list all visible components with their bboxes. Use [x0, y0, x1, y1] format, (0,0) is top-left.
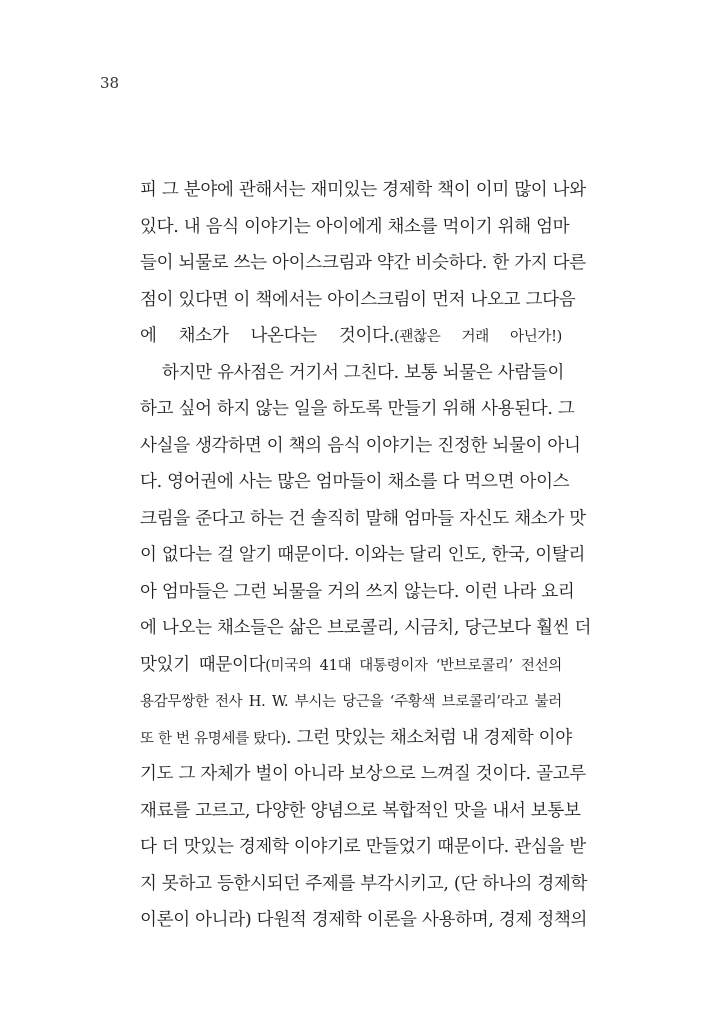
line-text: 하고 싶어 하지 않는 일을 하도록 만들기 위해 사용된다. 그 — [140, 399, 575, 419]
text-line — [140, 209, 570, 246]
text-line — [140, 829, 586, 866]
text-line — [140, 574, 575, 611]
line-text: 재료를 고르고, 다양한 양념으로 복합적인 맛을 내서 보통보 — [140, 800, 581, 821]
line-text: 크림을 준다고 하는 건 솔직히 말해 엄마들 자신도 채소가 맛 — [140, 508, 586, 529]
text-line — [140, 720, 572, 757]
text-line — [140, 537, 586, 574]
line-text: 피 그 분야에 관해서는 재미있는 경제학 책이 이미 많이 나와 — [140, 180, 586, 200]
line-text: 하지만 유사점은 거기서 그친다. 보통 뇌물은 사람들이 — [162, 362, 565, 383]
page-number: 38 — [100, 74, 120, 92]
text-line — [140, 245, 586, 282]
line-text: 아 엄마들은 그런 뇌물을 거의 쓰지 않는다. 이런 나라 요리 — [140, 581, 575, 602]
text-line — [140, 282, 576, 319]
parenthetical-text: (미국의 41대 대통령이자 ‘반브로콜리’ 전선의 — [265, 657, 562, 674]
text-line — [140, 428, 581, 465]
text-line — [140, 172, 586, 209]
line-text: 있다. 내 음식 이야기는 아이에게 채소를 먹이기 위해 엄마 — [140, 216, 570, 237]
text-line — [140, 902, 588, 939]
parenthetical-text: 또 한 번 유명세를 탔다) — [140, 730, 286, 747]
line-text: 기도 그 자체가 벌이 아니라 보상으로 느껴질 것이다. 골고루 — [140, 764, 586, 784]
text-line — [140, 793, 581, 830]
line-text: 이 없다는 걸 알기 때문이다. 이와는 달리 인도, 한국, 이탈리 — [140, 545, 586, 565]
line-text: 맛있기 때문이다 — [140, 654, 266, 675]
line-text: 에 나오는 채소들은 삶은 브로콜리, 시금치, 당근보다 훨씬 더 — [140, 618, 592, 638]
body-text — [140, 172, 592, 939]
text-line — [140, 464, 570, 501]
line-text: 다 더 맛있는 경제학 이야기로 만들었기 때문이다. 관심을 받 — [140, 837, 586, 857]
text-line — [140, 683, 562, 720]
line-text: 점이 있다면 이 책에서는 아이스크림이 먼저 나오고 그다음 — [140, 289, 576, 310]
text-line — [140, 318, 562, 355]
text-line — [140, 610, 592, 647]
parenthetical-text: 용감무쌍한 전사 H. W. 부시는 당근을 ‘주황색 브로콜리’라고 불러 — [140, 694, 562, 710]
text-line — [140, 355, 565, 392]
text-line — [140, 866, 588, 903]
line-text: 에 채소가 나온다는 것이다. — [140, 326, 394, 346]
text-line — [140, 647, 562, 684]
line-text: 지 못하고 등한시되던 주제를 부각시키고, (단 하나의 경제학 — [140, 873, 588, 894]
line-text: 사실을 생각하면 이 책의 음식 이야기는 진정한 뇌물이 아니 — [140, 435, 581, 456]
text-line — [140, 756, 586, 793]
line-text: 다. 영어권에 사는 많은 엄마들이 채소를 다 먹으면 아이스 — [140, 472, 570, 492]
line-text: 들이 뇌물로 쓰는 아이스크림과 약간 비슷하다. 한 가지 다른 — [140, 253, 586, 273]
line-text: . 그런 맛있는 채소처럼 내 경제학 이야 — [285, 727, 572, 748]
text-line — [140, 501, 586, 538]
text-line — [140, 391, 575, 428]
line-text: 이론이 아니라) 다원적 경제학 이론을 사용하며, 경제 정책의 — [140, 910, 588, 930]
parenthetical-text: (괜찮은 거래 아닌가!) — [393, 329, 562, 345]
